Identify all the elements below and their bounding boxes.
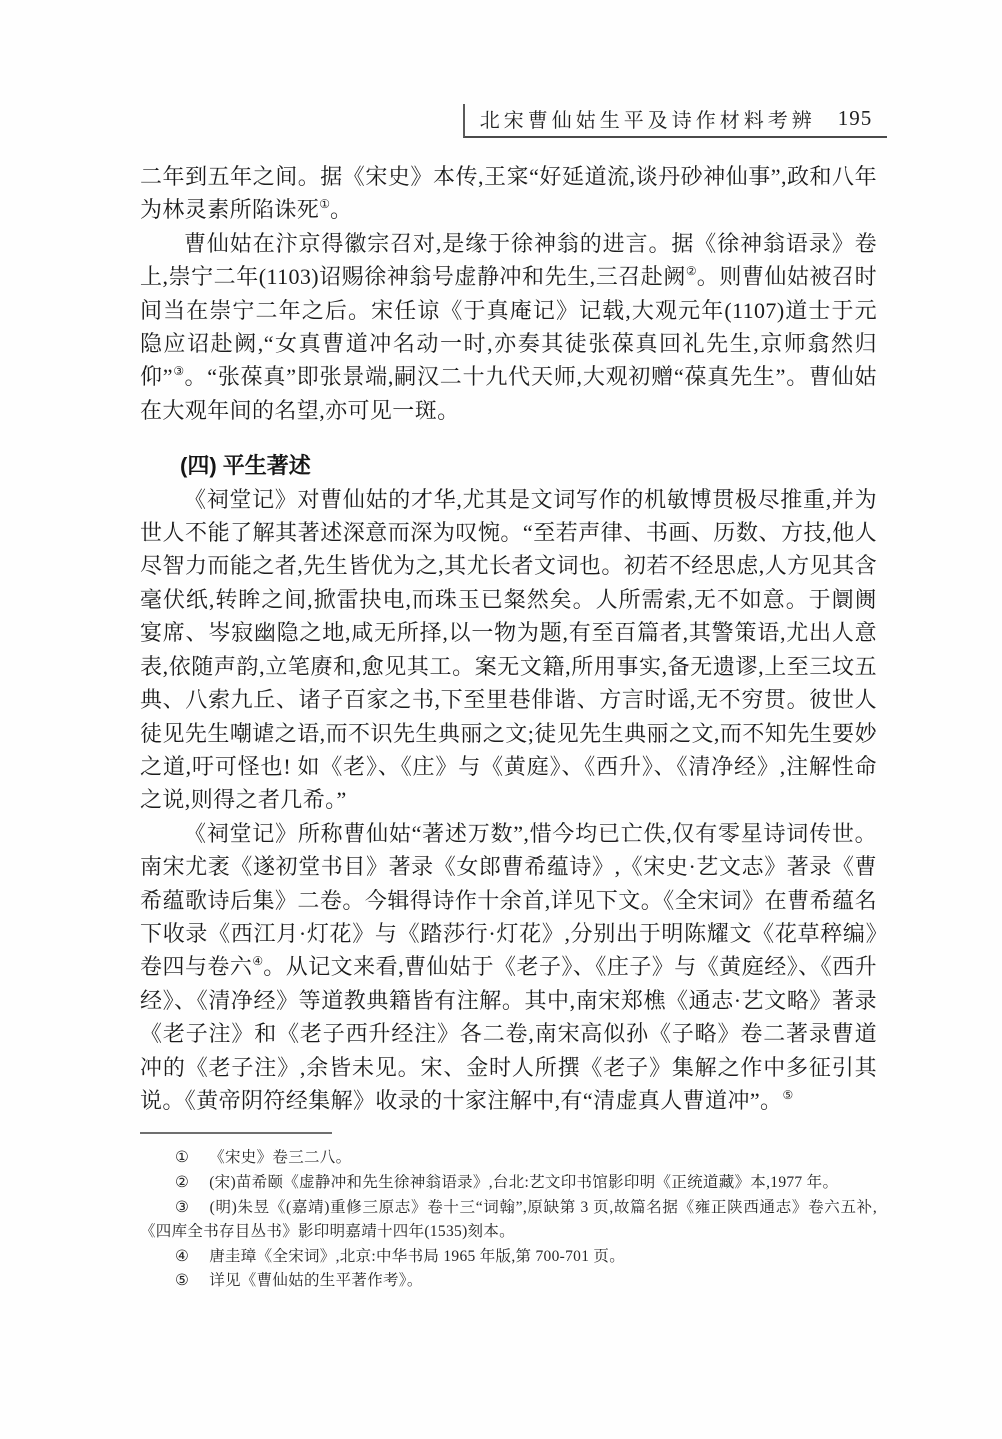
footnote-item	[140, 1146, 877, 1171]
text-run: 《祠堂记》所称曹仙姑“著述万数”,惜今均已亡佚,仅有零星诗词传世。南宋尤袤《遂初堂书目》著录《女郎曹希蕴诗》,《宋史·艺文志》著录《曹希蕴歌诗后集》二卷。今辑得诗作十余首,详见下文。《全宋词》在曹希蕴名下收录《西江月·灯花》与《踏莎行·灯花》,分别出于明陈耀文《花草稡编》卷四与卷六	[140, 820, 877, 980]
running-head	[463, 104, 887, 138]
footnote-item	[140, 1269, 877, 1294]
text-run: 二年到五年之间。据《宋史》本传,王寀“好延道流,谈丹砂神仙事”,政和八年为林灵素所陷诛死	[140, 164, 877, 223]
paragraph-continuation	[140, 160, 877, 227]
footnote-text: 《宋史》卷三二八。	[209, 1149, 352, 1167]
text-run: 。则曹仙姑被召时间当在崇宁二年之后。宋任谅《于真庵记》记载,大观元年(1107)道士于元隐应诏赴阙,“女真曹道冲名动一时,亦奏其徒张葆真回礼先生,京师翕然归仰”	[140, 264, 878, 390]
footnote-text: 详见《曹仙姑的生平著作考》。	[209, 1272, 423, 1290]
footnote-marker: ①	[175, 1149, 190, 1167]
footnotes	[140, 1146, 877, 1294]
footnote-item	[140, 1196, 877, 1245]
text-run: 。从记文来看,曹仙姑于《老子》、《庄子》与《黄庭经》、《西升经》、《清净经》等道教典籍皆有注解。其中,南宋郑樵《通志·艺文略》著录《老子注》和《老子西升经注》各二卷,南宋高似孙《子略》卷二著录曹道冲的《老子注》,余皆未见。宋、金时人所撰《老子》集解之作中多征引其说。《黄帝阴符经集解》收录的十家注解中,有“清虚真人曹道冲”。	[140, 954, 877, 1113]
page-number: 195	[837, 105, 873, 130]
footnote-ref-5: ⑤	[782, 1087, 794, 1102]
footnote-ref-4: ④	[252, 954, 264, 969]
running-head-title: 北宋曹仙姑生平及诗作材料考辨	[479, 109, 816, 132]
text-run: 《祠堂记》对曹仙姑的才华,尤其是文词写作的机敏博贯极尽推重,并为世人不能了解其著述深意而深为叹惋。“至若声律、书画、历数、方技,他人尽智力而能之者,先生皆优为之,其尤长者文词也。初若不经思虑,人方见其含毫伏纸,转眸之间,掀雷抉电,而珠玉已粲然矣。人所需索,无不如意。于阛阓宴席、岑寂幽隐之地,咸无所择,以一物为题,有至百篇者,其警策语,尤出人意表,依随声韵,立笔赓和,愈见其工。案无文籍,所用事实,备无遗谬,上至三坟五典、八索九丘、诸子百家之书,下至里巷俳谐、方言时谣,无不穷贯。彼世人徒见先生嘲谑之语,而不识先生典丽之文;徒见先生典丽之文,而不知先生要妙之道,吁可怪也! 如《老》、《庄》与《黄庭》、《西升》、《清净经》,注解性命之说,则得之者几希。”	[140, 486, 877, 813]
paragraph	[140, 483, 877, 817]
footnote-text: (宋)苗希颐《虚静冲和先生徐神翁语录》,台北:艺文印书馆影印明《正统道藏》本,1977 年。	[209, 1173, 839, 1191]
footnote-text: (明)朱昱《(嘉靖)重修三原志》卷十三“词翰”,原缺第 3 页,故篇名据《雍正陕西通志》卷六五补,《四库全书存目丛书》影印明嘉靖十四年(1535)刻本。	[140, 1198, 878, 1241]
footnote-marker: ④	[175, 1247, 190, 1265]
footnote-ref-2: ②	[685, 264, 697, 279]
section-heading: (四) 平生著述	[180, 453, 311, 479]
paragraph	[140, 817, 877, 1118]
footnote-ref-1: ①	[319, 197, 330, 212]
footnote-marker: ⑤	[175, 1272, 190, 1290]
footnote-marker: ②	[175, 1173, 190, 1191]
text-run: 。“张葆真”即张景端,嗣汉二十九代天师,大观初赠“葆真先生”。曹仙姑在大观年间的名望,亦可见一斑。	[140, 364, 877, 423]
text-run: 曹仙姑在汴京得徽宗召对,是缘于徐神翁的进言。据《徐神翁语录》卷上,崇宁二年(1103)诏赐徐神翁号虚静冲和先生,三召赴阙	[140, 230, 877, 290]
footnote-item	[140, 1171, 877, 1196]
footnote-marker: ③	[175, 1198, 190, 1216]
page-content	[140, 160, 877, 1294]
footnote-ref-3: ③	[172, 364, 185, 379]
text-run: 。	[329, 197, 353, 223]
footnote-text: 唐圭璋《全宋词》,北京:中华书局 1965 年版,第 700-701 页。	[209, 1247, 626, 1265]
footnote-item	[140, 1245, 877, 1270]
footnote-divider	[140, 1132, 332, 1134]
paragraph	[140, 227, 877, 427]
